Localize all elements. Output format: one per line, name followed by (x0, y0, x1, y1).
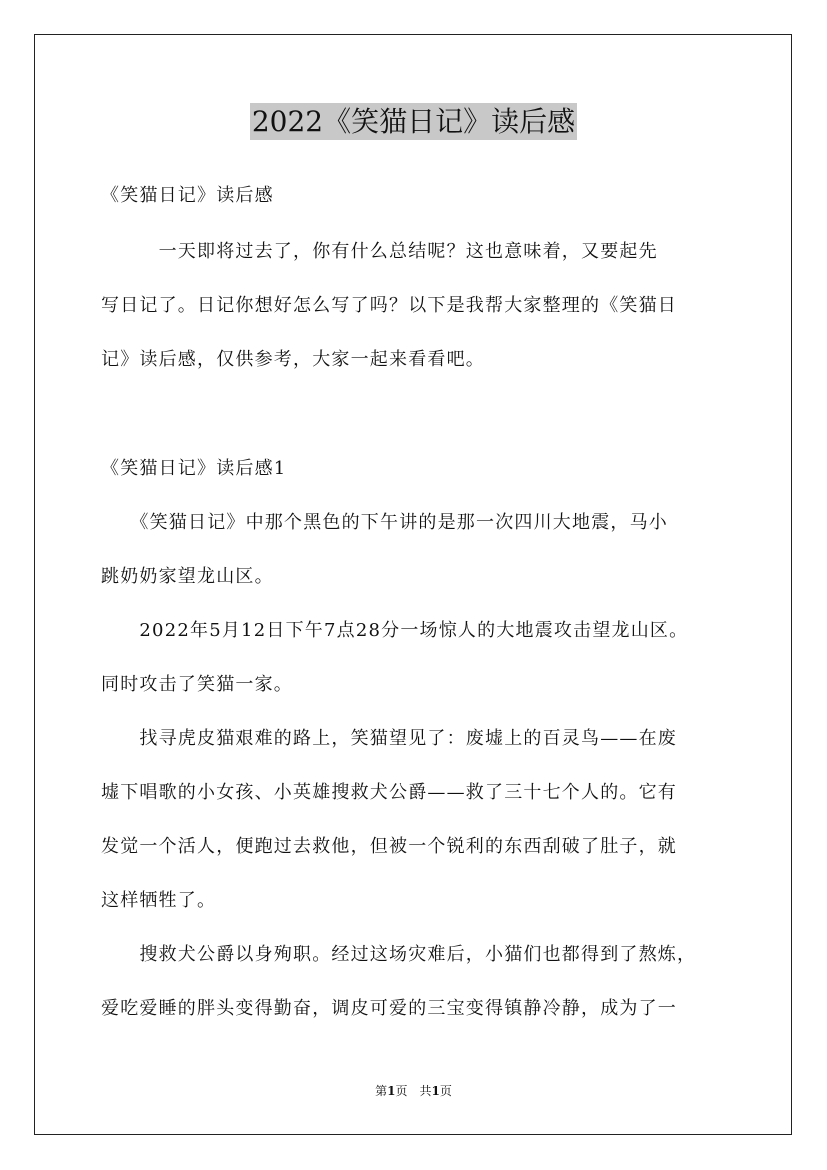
body-line: 同时攻击了笑猫一家。 (101, 674, 293, 695)
footer-suffix: 页 (439, 1084, 452, 1098)
body-line: 2022年5月12日下午7点28分一场惊人的大地震攻击望龙山区。 (101, 620, 689, 641)
footer-page-number: 1 (387, 1084, 396, 1098)
body-line: 跳奶奶家望龙山区。 (101, 566, 274, 587)
intro-line: 一天即将过去了，你有什么总结呢？这也意味着，又要起先 (101, 241, 658, 262)
page-footer (0, 1082, 827, 1099)
footer-total-pages: 1 (431, 1084, 440, 1098)
intro-line: 写日记了。日记你想好怎么写了吗？以下是我帮大家整理的《笑猫日 (101, 295, 677, 316)
document-title (0, 100, 827, 140)
body-line: 墟下唱歌的小女孩、小英雄搜救犬公爵——救了三十七个人的。它有 (101, 782, 677, 803)
footer-prefix: 第 (375, 1084, 388, 1098)
intro-line: 记》读后感，仅供参考，大家一起来看看吧。 (101, 349, 485, 370)
body-line: 找寻虎皮猫艰难的路上，笑猫望见了：废墟上的百灵鸟——在废 (101, 728, 677, 749)
body-line: 爱吃爱睡的胖头变得勤奋，调皮可爱的三宝变得镇静冷静，成为了一 (101, 998, 677, 1019)
body-line: 搜救犬公爵以身殉职。经过这场灾难后，小猫们也都得到了熬炼， (101, 944, 697, 965)
body-line: 《笑猫日记》中那个黑色的下午讲的是那一次四川大地震，马小 (101, 512, 668, 533)
document-title-text: 2022《笑猫日记》读后感 (251, 105, 576, 138)
section-heading: 《笑猫日记》读后感1 (101, 458, 287, 479)
body-line: 发觉一个活人，便跑过去救他，但被一个锐利的东西刮破了肚子，就 (101, 836, 677, 857)
body-line: 这样牺牲了。 (101, 890, 217, 911)
footer-mid: 页 共 (395, 1084, 432, 1098)
document-subtitle: 《笑猫日记》读后感 (101, 185, 274, 206)
